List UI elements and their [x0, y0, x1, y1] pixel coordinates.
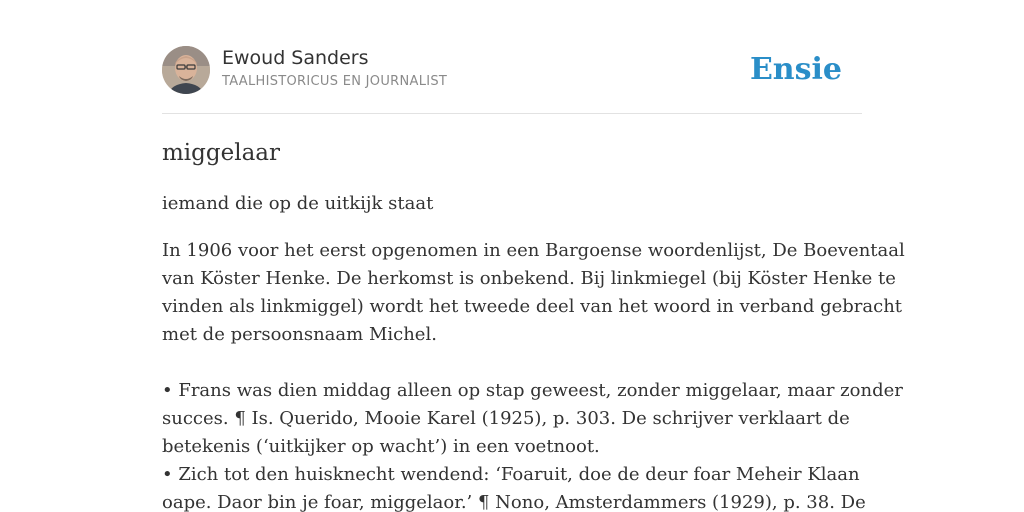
entry-definition: iemand die op de uitkijk staat	[162, 193, 434, 214]
citation-line: betekenis (‘uitkijker op wacht’) in een voetnoot.	[162, 436, 600, 457]
entry-body	[162, 237, 905, 512]
etymology-line: met de persoonsnaam Michel.	[162, 324, 437, 345]
etymology-line: In 1906 voor het eerst opgenomen in een Bargoense woordenlijst, De Boeventaal	[162, 240, 905, 261]
citation-line: • Frans was dien middag alleen op stap geweest, zonder miggelaar, maar zonder	[162, 380, 903, 401]
paragraph-gap	[162, 349, 862, 377]
author-role: TAALHISTORICUS EN JOURNALIST	[222, 74, 448, 89]
etymology-line: van Köster Henke. De herkomst is onbekend. Bij linkmiegel (bij Köster Henke te	[162, 268, 896, 289]
citation-line: succes. ¶ Is. Querido, Mooie Karel (1925), p. 303. De schrijver verklaart de	[162, 408, 850, 429]
entry-title: miggelaar	[162, 140, 280, 166]
header-divider	[162, 113, 862, 114]
author-name[interactable]: Ewoud Sanders	[222, 47, 369, 69]
author-header	[162, 46, 862, 96]
ensie-logo-link[interactable]: Ensie	[749, 52, 842, 87]
etymology-line: vinden als linkmiggel) wordt het tweede deel van het woord in verband gebracht	[162, 296, 903, 317]
avatar-photo	[162, 46, 210, 94]
citation-line: oape. Daor bin je foar, miggelaor.’ ¶ Nono, Amsterdammers (1929), p. 38. De	[162, 492, 866, 512]
author-avatar[interactable]	[162, 46, 210, 94]
citation-line: • Zich tot den huisknecht wendend: ‘Foaruit, doe de deur foar Meheir Klaan	[162, 464, 860, 485]
